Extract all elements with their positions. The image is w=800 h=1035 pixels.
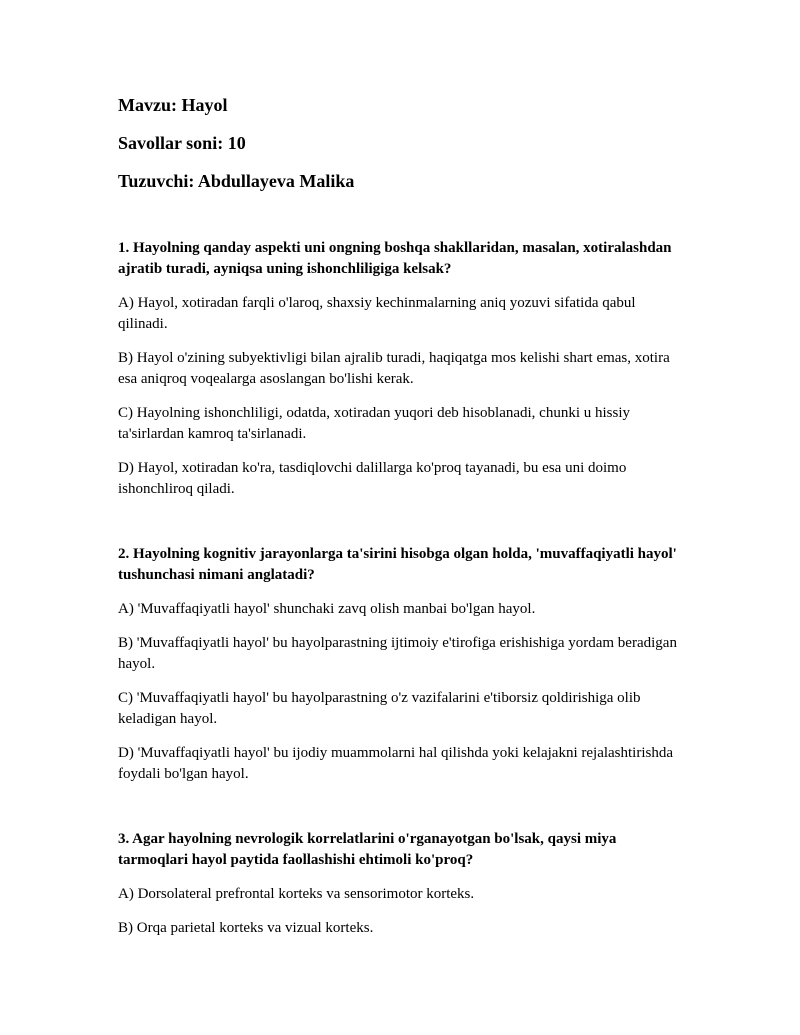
question-block-3 <box>118 829 678 952</box>
answer-option-b: B) Orqa parietal korteks va vizual korteks. <box>118 920 374 936</box>
topic-heading: Mavzu: Hayol <box>118 95 228 115</box>
answer-option-c: C) Hayolning ishonchliligi, odatda, xotiradan yuqori deb hisoblanadi, chunki u hissiy ta'sirlardan kamroq ta'sirlanadi. <box>118 405 631 442</box>
answer-option-b: B) 'Muvaffaqiyatli hayol' bu hayolparastning ijtimoiy e'tirofiga erishishiga yordam beradigan hayol. <box>118 635 677 672</box>
answer-option-b: B) Hayol o'zining subyektivligi bilan ajralib turadi, haqiqatga mos kelishi shart emas, xotira esa aniqroq voqealarga asoslangan bo'lishi kerak. <box>118 350 670 387</box>
answer-option-a: A) Dorsolateral prefrontal korteks va sensorimotor korteks. <box>118 886 475 902</box>
question-title: 2. Hayolning kognitiv jarayonlarga ta'sirini hisobga olgan holda, 'muvaffaqiyatli hayol' tushunchasi nimani anglatadi? <box>118 546 677 583</box>
question-title: 1. Hayolning qanday aspekti uni ongning boshqa shakllaridan, masalan, xotiralashdan ajratib turadi, ayniqsa uning ishonchliligiga kelsak? <box>118 240 672 277</box>
answer-option-a: A) 'Muvaffaqiyatli hayol' shunchaki zavq olish manbai bo'lgan hayol. <box>118 601 536 617</box>
answer-option-a: A) Hayol, xotiradan farqli o'laroq, shaxsiy kechinmalarning aniq yozuvi sifatida qabul qilinadi. <box>118 295 636 332</box>
question-block-1 <box>118 238 678 513</box>
question-block-2 <box>118 544 678 798</box>
answer-option-c: C) 'Muvaffaqiyatli hayol' bu hayolparastning o'z vazifalarini e'tiborsiz qoldirishiga olib keladigan hayol. <box>118 690 641 727</box>
answer-option-d: D) Hayol, xotiradan ko'ra, tasdiqlovchi dalillarga ko'proq tayanadi, bu esa uni doimo ishonchliroq qiladi. <box>118 460 627 497</box>
question-count-heading: Savollar soni: 10 <box>118 133 246 153</box>
answer-option-d: D) 'Muvaffaqiyatli hayol' bu ijodiy muammolarni hal qilishda yoki kelajakni rejalashtirishda foydali bo'lgan hayol. <box>118 745 674 782</box>
author-heading: Tuzuvchi: Abdullayeva Malika <box>118 171 355 191</box>
question-title: 3. Agar hayolning nevrologik korrelatlarini o'rganayotgan bo'lsak, qaysi miya tarmoqlari hayol paytida faollashishi ehtimoli ko'proq? <box>118 831 617 868</box>
